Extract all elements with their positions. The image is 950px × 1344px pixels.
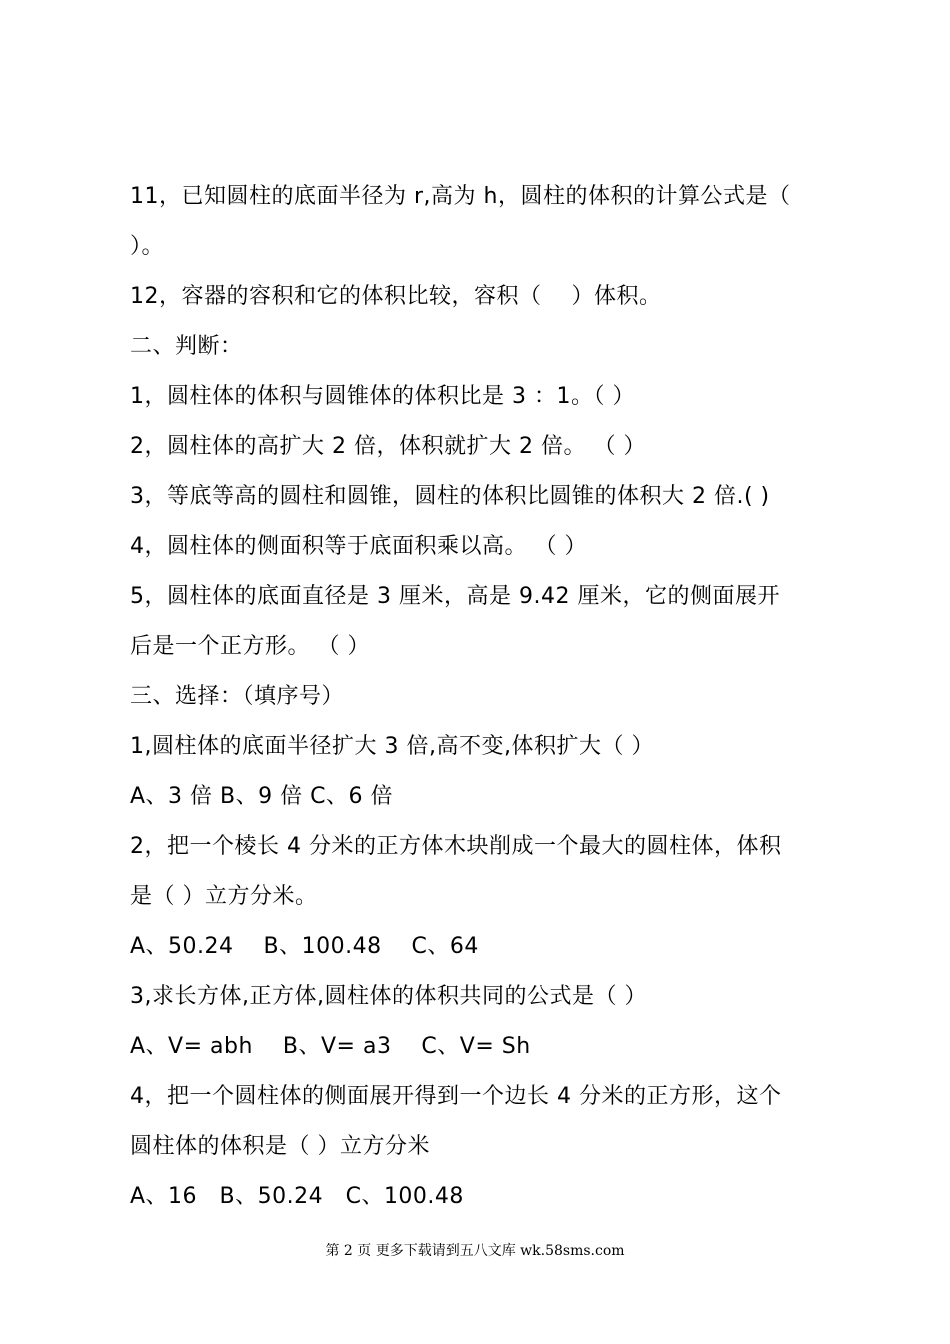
- page-footer: 第 2 页 更多下载请到五八文库 wk.58sms.com: [325, 1243, 625, 1259]
- choice-4-options: A、16 B、50.24 C、100.48: [130, 1184, 464, 1209]
- choice-3-question: 3,求长方体,正方体,圆柱体的体积共同的公式是（ ）: [130, 984, 647, 1009]
- page-content: [130, 172, 830, 1222]
- choice-2-options: A、50.24 B、100.48 C、64: [130, 934, 479, 959]
- section-judgment-heading: 二、判断：: [130, 334, 243, 359]
- judgment-4: 4，圆柱体的侧面积等于底面积乘以高。 （ ）: [130, 534, 587, 559]
- choice-3-options: A、V= abh B、V= a3 C、V= Sh: [130, 1034, 531, 1059]
- choice-4-question-line-1: 4，把一个圆柱体的侧面展开得到一个边长 4 分米的正方形，这个: [130, 1084, 782, 1109]
- choice-1-options: A、3 倍 B、9 倍 C、6 倍: [130, 784, 393, 809]
- judgment-5-line-1: 5，圆柱体的底面直径是 3 厘米，高是 9.42 厘米，它的侧面展开: [130, 584, 780, 609]
- judgment-2: 2，圆柱体的高扩大 2 倍，体积就扩大 2 倍。 （ ）: [130, 434, 646, 459]
- question-11-line-2: ）。: [130, 234, 165, 259]
- choice-2-question-line-2: 是（ ）立方分米。: [130, 884, 318, 909]
- judgment-5-line-2: 后是一个正方形。 （ ）: [130, 634, 370, 659]
- question-11-line-1: 11，已知圆柱的底面半径为 r,高为 h，圆柱的体积的计算公式是（: [130, 184, 791, 209]
- choice-1-question: 1,圆柱体的底面半径扩大 3 倍,高不变,体积扩大（ ）: [130, 734, 654, 759]
- question-12: 12，容器的容积和它的体积比较，容积（ ）体积。: [130, 284, 662, 309]
- judgment-3: 3，等底等高的圆柱和圆锥，圆柱的体积比圆锥的体积大 2 倍.( ): [130, 484, 770, 509]
- choice-4-question-line-2: 圆柱体的体积是（ ）立方分米: [130, 1134, 430, 1159]
- judgment-1: 1，圆柱体的体积与圆锥体的体积比是 3 ：1。（ ）: [130, 384, 635, 409]
- choice-2-question-line-1: 2，把一个棱长 4 分米的正方体木块削成一个最大的圆柱体，体积: [130, 834, 782, 859]
- section-choice-heading: 三、选择：（填序号）: [130, 684, 345, 709]
